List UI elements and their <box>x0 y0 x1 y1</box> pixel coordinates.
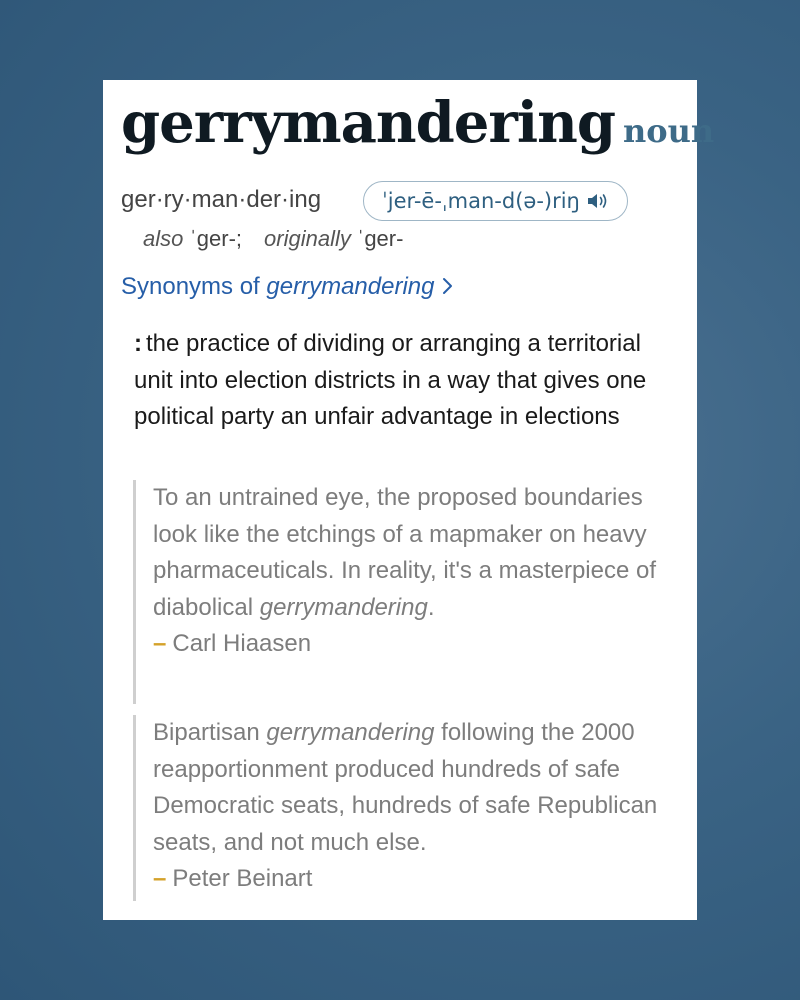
example-text-after: . <box>427 593 435 621</box>
example-attribution <box>153 861 673 898</box>
definition-text: the practice of dividing or arranging a territorial unit into election districts in a way that gives one political party an unfair advantage in elections <box>134 330 647 430</box>
synonyms-link-prefix: Synonyms of <box>121 273 267 300</box>
attribution-dash: – <box>153 865 167 892</box>
synonyms-link-term: gerrymandering <box>266 273 435 300</box>
example-quote <box>133 480 673 704</box>
syllable-breakdown: ger·ry·man·der·ing <box>121 186 322 213</box>
definition-marker: : <box>134 330 142 357</box>
pronunciation-variants <box>143 226 403 252</box>
example-text-before: Bipartisan <box>153 719 267 746</box>
part-of-speech: noun <box>623 112 715 150</box>
headword: gerrymandering <box>121 90 616 156</box>
example-quote <box>133 715 673 901</box>
example-author: Carl Hiaasen <box>172 630 312 657</box>
example-text-before: To an untrained eye, the proposed boundaries look like the etchings of a mapmaker on heavy pharmaceuticals. In reality, it's a masterpiece of diabolical <box>153 484 657 621</box>
headword-row <box>121 90 714 156</box>
example-attribution <box>153 626 673 663</box>
example-author: Peter Beinart <box>172 865 313 892</box>
chevron-right-icon <box>441 274 453 302</box>
variant-value-originally: ˈger- <box>357 226 404 251</box>
variant-value-also: ˈger-; <box>189 226 243 251</box>
speaker-icon <box>587 192 611 210</box>
pronunciation-text: ˈjer-ē-ˌman-d(ə-)riŋ <box>382 189 580 213</box>
dictionary-entry-card <box>103 80 715 920</box>
attribution-dash: – <box>153 630 167 657</box>
variant-label-originally: originally <box>264 226 351 251</box>
definition <box>134 326 682 436</box>
example-text-after: following the 2000 reapportionment produced hundreds of safe Democratic seats, hundreds of safe Republican seats, and not much else. <box>153 719 658 856</box>
synonyms-link[interactable] <box>121 273 453 302</box>
example-term: gerrymandering <box>266 719 435 746</box>
variant-label-also: also <box>143 226 184 251</box>
example-term: gerrymandering <box>259 593 428 621</box>
pronunciation-button[interactable] <box>363 181 628 221</box>
